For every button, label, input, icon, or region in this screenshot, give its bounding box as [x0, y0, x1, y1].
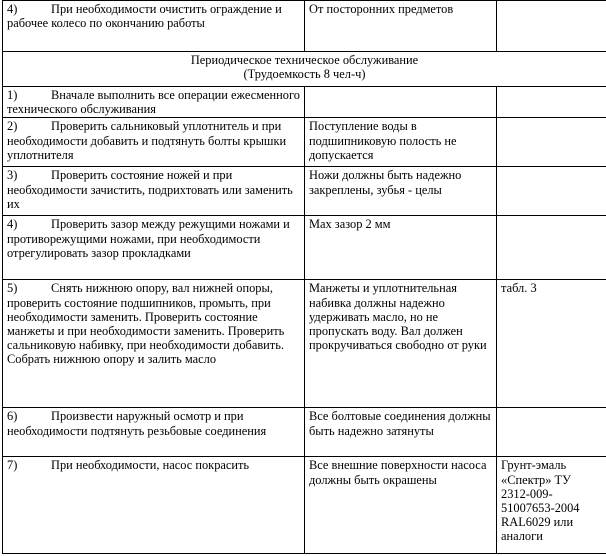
section-subtitle: (Трудоемкость 8 чел-ч)	[243, 67, 366, 82]
step-text: Проверить сальниковый уплотнитель и при необходимости добавить и подтянуть болты крышки уплотнителя	[7, 119, 287, 162]
requirement-cell	[305, 87, 497, 118]
table-row	[3, 408, 606, 457]
step-cell	[3, 216, 305, 280]
step-cell	[3, 167, 305, 216]
step-number: 4)	[7, 2, 18, 16]
requirement-cell: Max зазор 2 мм	[305, 216, 497, 280]
step-number: 1)	[7, 88, 18, 102]
table-row	[3, 118, 606, 167]
step-cell	[3, 457, 305, 554]
step-cell	[3, 118, 305, 167]
step-number: 6)	[7, 409, 18, 424]
note-cell	[497, 216, 606, 280]
step-number: 7)	[7, 458, 18, 473]
requirement-cell: Поступление воды в подшипниковую полость не допускается	[305, 118, 497, 167]
step-text: При необходимости очистить ограждение и рабочее колесо по окончанию работы	[7, 2, 282, 31]
section-header-row	[3, 52, 606, 87]
section-title: Периодическое техническое обслуживание	[190, 53, 419, 67]
step-text: Проверить зазор между режущими ножами и противорежущими ножами, при необходимости отрегулировать зазор прокладками	[7, 217, 290, 260]
step-text: При необходимости, насос покрасить	[51, 458, 250, 473]
table-row	[3, 87, 606, 118]
requirement-cell: Ножи должны быть надежно закреплены, зубья - целы	[305, 167, 497, 216]
table-row	[3, 216, 606, 280]
step-text: Проверить состояние ножей и при необходимости зачистить, подрихтовать или заменить их	[7, 168, 293, 211]
step-number: 5)	[7, 281, 18, 296]
requirement-cell: От посторонних предметов	[305, 1, 497, 52]
step-text: Снять нижнюю опору, вал нижней опоры, проверить состояние подшипников, промыть, при необходимости заменить. Проверить состояние манжеты и при необходимости заменить. Проверить сальниковую набивку, при необходимости добавить. Собрать нижнюю опору и залить масло	[7, 281, 285, 367]
note-cell: табл. 3	[497, 280, 606, 408]
note-cell	[497, 1, 606, 52]
note-cell	[497, 408, 606, 457]
requirement-cell: Манжеты и уплотнительная набивка должны надежно удерживать масло, но не пропускать воду. Вал должен прокручиваться свободно от руки	[305, 280, 497, 408]
table-row	[3, 280, 606, 408]
note-cell: Грунт-эмаль «Спектр» ТУ 2312-009-51007653-2004 RAL6029 или аналоги	[497, 457, 606, 554]
step-text: Произвести наружный осмотр и при необходимости подтянуть резьбовые соединения	[7, 409, 267, 438]
maintenance-table	[2, 0, 606, 554]
note-cell	[497, 118, 606, 167]
requirement-cell: Все внешние поверхности насоса должны быть окрашены	[305, 457, 497, 554]
step-number: 4)	[7, 217, 18, 232]
step-cell	[3, 87, 305, 118]
note-cell	[497, 167, 606, 216]
section-header-cell	[3, 52, 606, 87]
step-text: Вначале выполнить все операции ежесменного технического обслуживания	[7, 88, 300, 117]
step-cell	[3, 280, 305, 408]
table-row	[3, 457, 606, 554]
table-row	[3, 167, 606, 216]
step-cell	[3, 408, 305, 457]
requirement-cell: Все болтовые соединения должны быть надежно затянуты	[305, 408, 497, 457]
table-row	[3, 1, 606, 52]
note-cell	[497, 87, 606, 118]
step-number: 3)	[7, 168, 18, 183]
step-number: 2)	[7, 119, 18, 134]
step-cell	[3, 1, 305, 52]
